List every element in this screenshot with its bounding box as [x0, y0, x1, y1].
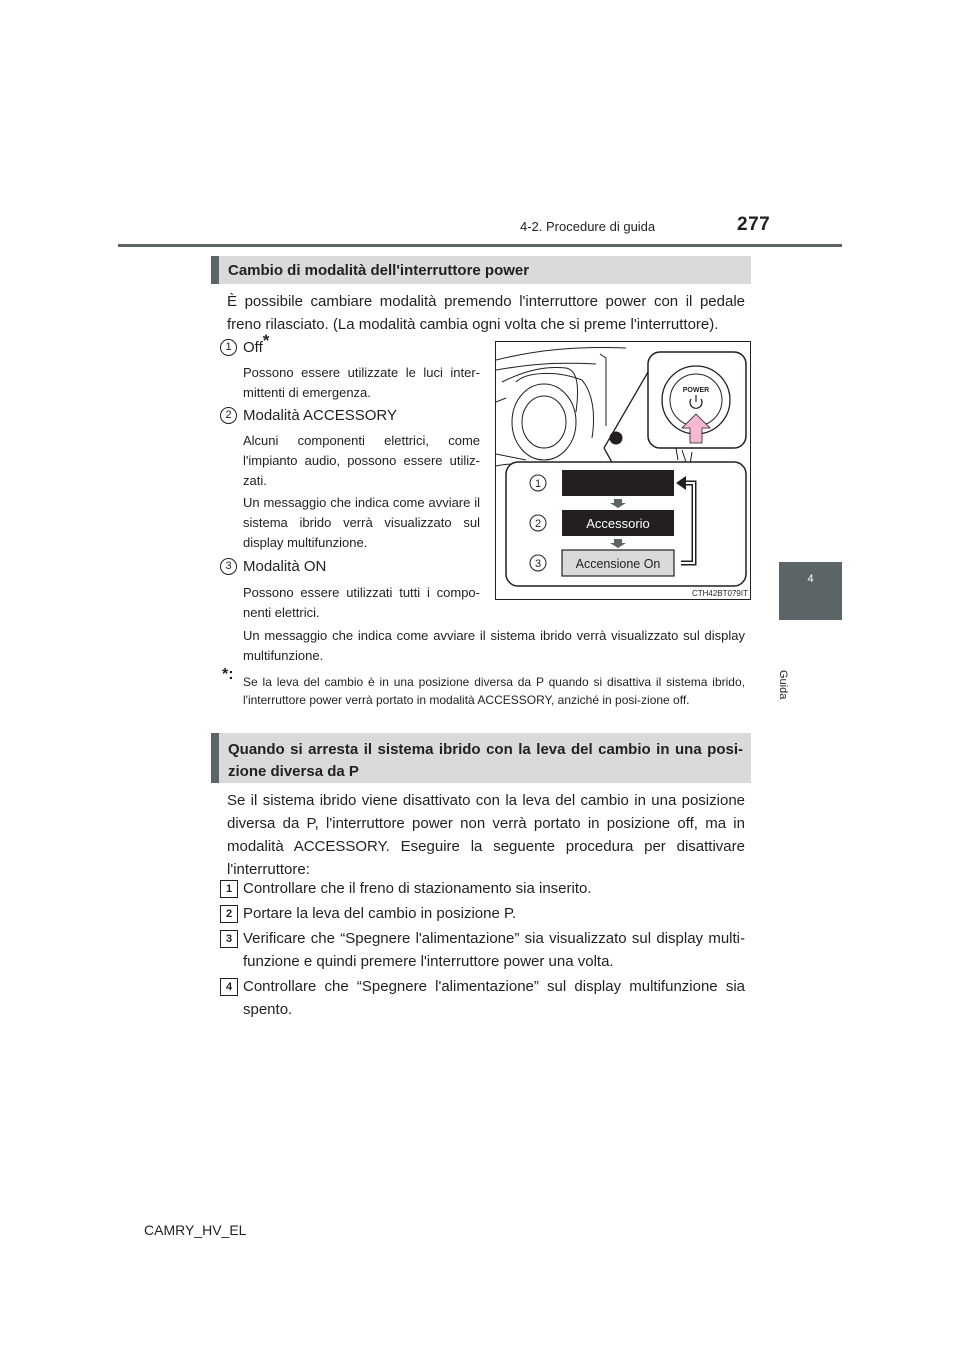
section1-intro: È possibile cambiare modalità premendo l'interruttore power con il pedale freno rilasciato. (La modalità cambia ogni volta che si preme l'interruttore). — [227, 293, 745, 333]
item-text-accessory-1: Alcuni componenti elettrici, come l'impianto audio, possono essere utiliz-zati. — [243, 433, 480, 488]
section-heading-power-switch: Cambio di modalità dell'interruttore power — [211, 256, 751, 284]
item-title-on: Modalità ON — [243, 558, 327, 575]
chapter-tab-number: 4 — [807, 573, 814, 585]
section-heading-shift-not-p: Quando si arresta il sistema ibrido con la leva del cambio in una posi-zione diversa da P — [211, 733, 751, 783]
footer-model-code: CAMRY_HV_EL — [144, 1222, 247, 1238]
step-number-2: 2 — [220, 905, 238, 923]
chapter-tab-label: Guida — [777, 670, 789, 700]
item-text-off: Possono essere utilizzate le luci inter-mittenti di emergenza. — [243, 365, 480, 400]
step-text-1: Controllare che il freno di stazionamento sia inserito. — [243, 880, 592, 897]
item-text-accessory-2: Un messaggio che indica come avviare il sistema ibrido verrà visualizzato sul display multifunzione. — [243, 495, 480, 550]
step-text-4: Controllare che “Spegnere l'alimentazione” sul display multifunzione sia spento. — [243, 978, 745, 1018]
step-number-1: 1 — [220, 880, 238, 898]
item-number-2: 2 — [220, 407, 237, 424]
footnote-text: Se la leva del cambio è in una posizione diversa da P quando si disattiva il sistema ibrido, l'interruttore power verrà portato in modalità ACCESSORY, anziché in posi-zione off. — [243, 675, 745, 707]
step-number-4: 4 — [220, 978, 238, 996]
mode-label-on: Accensione On — [575, 557, 661, 571]
footnote-marker: *: — [222, 666, 234, 683]
mode-number-3: 3 — [534, 558, 542, 570]
power-switch-illustration — [495, 341, 751, 600]
mode-number-2: 2 — [534, 518, 542, 530]
power-label: POWER — [682, 387, 710, 394]
step-number-3: 3 — [220, 930, 238, 948]
mode-label-accessory: Accessorio — [586, 516, 650, 531]
section2-intro: Se il sistema ibrido viene disattivato con la leva del cambio in una posizione diversa da P, l'interruttore power non verrà portato in posizione off, ma in modalità ACCESSORY. Eseguire la seguente procedura per disattivare l'interruttore: — [227, 792, 745, 878]
item-text-on-1: Possono essere utilizzati tutti i compo-nenti elettrici. — [243, 585, 480, 620]
figure-code: CTH42BT079IT — [691, 589, 748, 598]
item-number-1: 1 — [220, 339, 237, 356]
page-number: 277 — [737, 214, 771, 235]
item-title-accessory: Modalità ACCESSORY — [243, 407, 397, 424]
item-text-on-2: Un messaggio che indica come avviare il sistema ibrido verrà visualizzato sul display multifunzione. — [243, 628, 745, 663]
step-text-2: Portare la leva del cambio in posizione P. — [243, 905, 517, 922]
mode-number-1: 1 — [534, 478, 542, 490]
footnote-asterisk: * — [262, 331, 270, 350]
item-number-3: 3 — [220, 558, 237, 575]
mode-box-off — [562, 470, 674, 496]
illustration-svg — [496, 342, 751, 600]
header-section-title: 4-2. Procedure di guida — [520, 219, 656, 234]
header-rule — [118, 244, 842, 247]
item-title-off: Off* — [243, 331, 270, 356]
chapter-tab[interactable] — [779, 562, 842, 620]
step-text-3: Verificare che “Spegnere l'alimentazione” sia visualizzato sul display multi-funzione e quindi premere l'interruttore power una volta. — [243, 930, 745, 970]
